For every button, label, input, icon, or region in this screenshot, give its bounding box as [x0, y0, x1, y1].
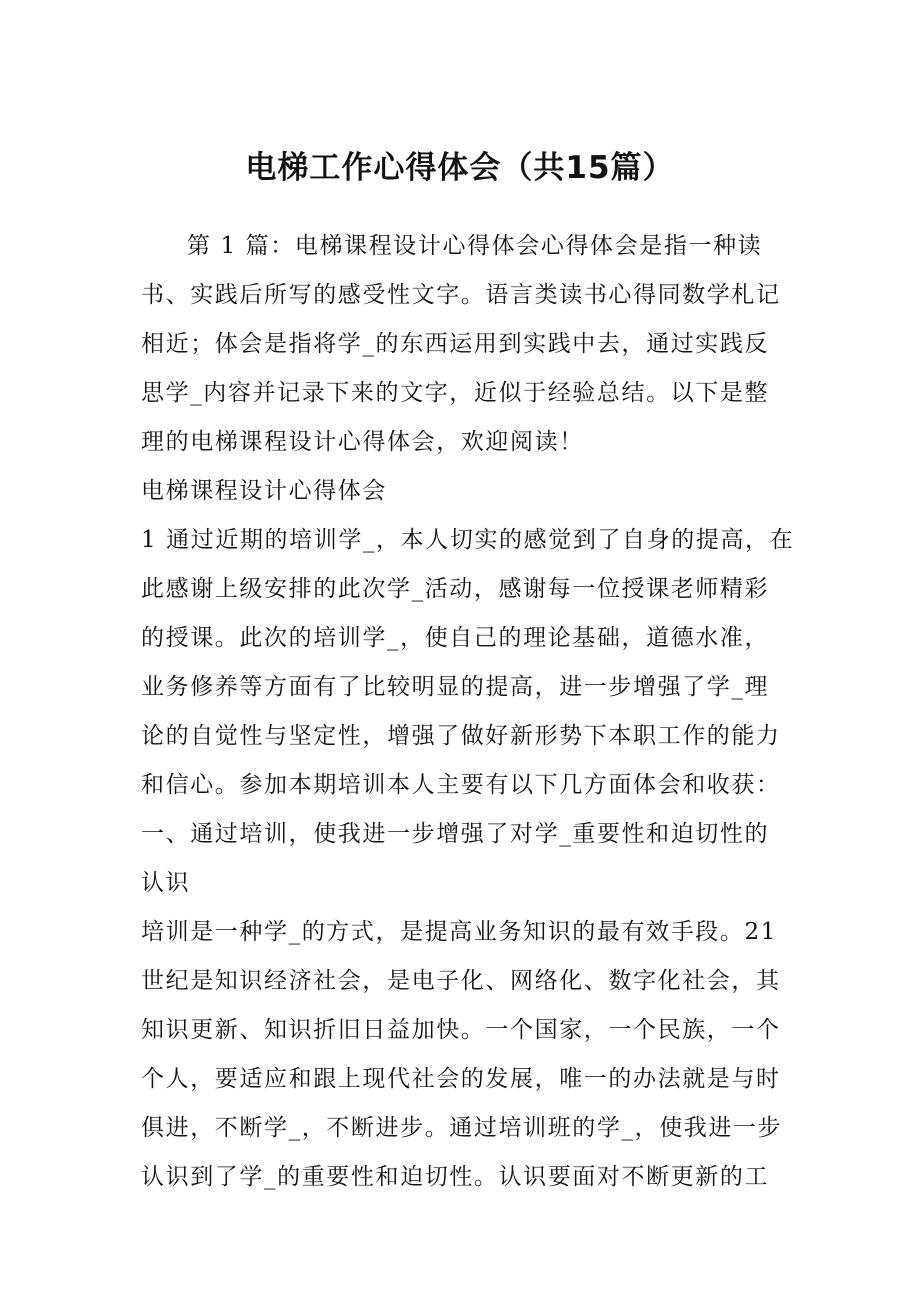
text-line: 个人，要适应和跟上现代社会的发展，唯一的办法就是与时 — [141, 1066, 781, 1092]
text-line: 知识更新、知识折旧日益加快。一个国家，一个民族，一个 — [141, 1017, 781, 1043]
text-line: 业务修养等方面有了比较明显的提高，进一步增强了学_理 — [141, 674, 770, 700]
text-line: 理的电梯课程设计心得体会，欢迎阅读！ — [141, 429, 584, 455]
text-line: 的授课。此次的培训学_，使自己的理论基础，道德水准， — [141, 625, 770, 651]
section-heading-text: 电梯课程设计心得体会 — [141, 478, 387, 504]
document-title: 电梯工作心得体会（共15篇） — [245, 150, 675, 186]
text-line: 相近；体会是指将学_的东西运用到实践中去，通过实践反 — [141, 331, 770, 357]
text-line: 俱进，不断学_，不断进步。通过培训班的学_，使我进一步 — [141, 1115, 783, 1141]
paragraph-1 — [141, 516, 795, 810]
text-line: 思学_内容并记录下来的文字，近似于经验总结。以下是整 — [141, 380, 770, 406]
text-line: 一、通过培训，使我进一步增强了对学_重要性和迫切性的 — [141, 821, 770, 847]
text-line: 认识到了学_的重要性和迫切性。认识要面对不断更新的工 — [141, 1164, 770, 1190]
text-line: 此感谢上级安排的此次学_活动，感谢每一位授课老师精彩 — [141, 576, 770, 602]
text-line: 和信心。参加本期培训本人主要有以下几方面体会和收获： — [141, 772, 781, 798]
text-line: 第 1 篇：电梯课程设计心得体会心得体会是指一种读 — [187, 233, 763, 259]
section-heading — [141, 467, 781, 516]
intro-paragraph — [141, 222, 781, 467]
text-line: 培训是一种学_的方式，是提高业务知识的最有效手段。21 — [141, 919, 777, 945]
paragraph-2 — [141, 908, 781, 1202]
document-body — [141, 222, 795, 1202]
text-line: 1 通过近期的培训学_，本人切实的感觉到了自身的提高，在 — [141, 527, 795, 553]
text-line: 论的自觉性与坚定性，增强了做好新形势下本职工作的能力 — [141, 723, 781, 749]
text-line: 书、实践后所写的感受性文字。语言类读书心得同数学札记 — [141, 282, 781, 308]
text-line: 世纪是知识经济社会，是电子化、网络化、数字化社会，其 — [141, 968, 781, 994]
point-1-heading — [141, 810, 781, 908]
text-line: 认识 — [141, 870, 191, 896]
